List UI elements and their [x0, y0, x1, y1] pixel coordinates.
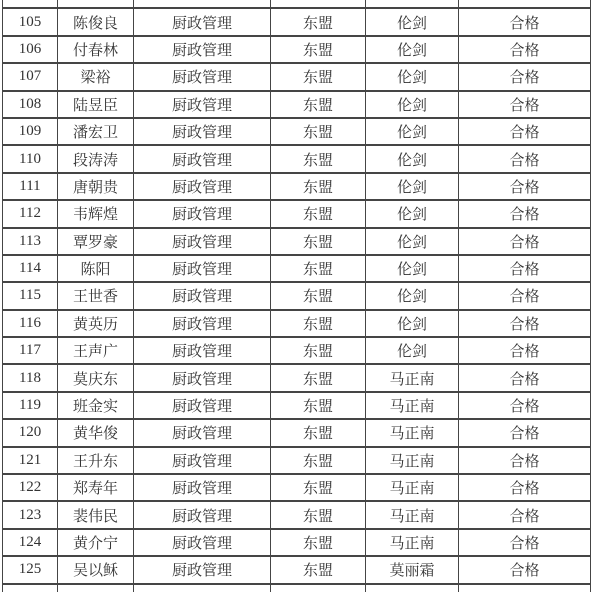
cell-number: 123	[3, 501, 58, 528]
empty-cell	[366, 0, 459, 8]
cell-group: 东盟	[271, 447, 366, 474]
cell-assessor: 马正南	[366, 447, 459, 474]
cell-result: 合格	[459, 118, 591, 145]
table-row	[3, 8, 591, 35]
cell-name: 陈阳	[58, 255, 134, 282]
cell-result: 合格	[459, 364, 591, 391]
cell-department: 厨政管理	[134, 529, 271, 556]
cell-result: 合格	[459, 63, 591, 90]
table-row	[3, 228, 591, 255]
cell-group: 东盟	[271, 91, 366, 118]
cell-number: 112	[3, 200, 58, 227]
cell-assessor: 伦剑	[366, 145, 459, 172]
cell-group: 东盟	[271, 310, 366, 337]
cell-department: 厨政管理	[134, 63, 271, 90]
cell-assessor: 马正南	[366, 419, 459, 446]
cell-name: 王声广	[58, 337, 134, 364]
cell-result: 合格	[459, 200, 591, 227]
cell-number: 113	[3, 228, 58, 255]
cell-result: 合格	[459, 255, 591, 282]
cell-number: 119	[3, 392, 58, 419]
cell-department: 厨政管理	[134, 447, 271, 474]
table-row	[3, 529, 591, 556]
table-row	[3, 36, 591, 63]
cell-group: 东盟	[271, 501, 366, 528]
empty-cell	[3, 0, 58, 8]
empty-cell	[58, 0, 134, 8]
cell-number: 108	[3, 91, 58, 118]
cell-result: 合格	[459, 36, 591, 63]
table-row	[3, 310, 591, 337]
cell-department: 厨政管理	[134, 392, 271, 419]
cell-assessor: 伦剑	[366, 255, 459, 282]
cell-group: 东盟	[271, 474, 366, 501]
cell-group: 东盟	[271, 419, 366, 446]
cell-assessor: 伦剑	[366, 228, 459, 255]
cell-assessor: 马正南	[366, 501, 459, 528]
cell-department: 厨政管理	[134, 145, 271, 172]
cell-result: 合格	[459, 310, 591, 337]
table-row	[3, 419, 591, 446]
cell-result: 合格	[459, 91, 591, 118]
results-table	[2, 0, 591, 592]
cell-number: 116	[3, 310, 58, 337]
cell-result: 合格	[459, 419, 591, 446]
cell-result: 合格	[459, 282, 591, 309]
cell-result: 合格	[459, 337, 591, 364]
cell-department: 厨政管理	[134, 419, 271, 446]
cell-result: 合格	[459, 556, 591, 583]
cell-department: 厨政管理	[134, 228, 271, 255]
cell-name: 班金实	[58, 392, 134, 419]
cell-result: 合格	[459, 145, 591, 172]
empty-cell	[3, 584, 58, 592]
cell-assessor: 莫丽霜	[366, 556, 459, 583]
cell-department: 厨政管理	[134, 8, 271, 35]
cell-name: 付春林	[58, 36, 134, 63]
cell-assessor: 伦剑	[366, 118, 459, 145]
cell-assessor: 伦剑	[366, 8, 459, 35]
cell-number: 111	[3, 173, 58, 200]
table-row	[3, 255, 591, 282]
cell-number: 117	[3, 337, 58, 364]
table-row	[3, 200, 591, 227]
cell-assessor: 伦剑	[366, 63, 459, 90]
cell-department: 厨政管理	[134, 36, 271, 63]
table-row	[3, 118, 591, 145]
cell-department: 厨政管理	[134, 118, 271, 145]
table-row	[3, 337, 591, 364]
cell-assessor: 马正南	[366, 364, 459, 391]
cell-name: 莫庆东	[58, 364, 134, 391]
cell-result: 合格	[459, 8, 591, 35]
empty-cell	[271, 584, 366, 592]
cell-result: 合格	[459, 392, 591, 419]
cell-group: 东盟	[271, 364, 366, 391]
cell-number: 109	[3, 118, 58, 145]
cell-group: 东盟	[271, 337, 366, 364]
empty-cell	[271, 0, 366, 8]
cell-assessor: 伦剑	[366, 36, 459, 63]
partial-row-top	[3, 0, 591, 8]
cell-name: 王升东	[58, 447, 134, 474]
cell-department: 厨政管理	[134, 337, 271, 364]
cell-department: 厨政管理	[134, 200, 271, 227]
cell-number: 125	[3, 556, 58, 583]
cell-group: 东盟	[271, 36, 366, 63]
cell-name: 潘宏卫	[58, 118, 134, 145]
cell-name: 郑寿年	[58, 474, 134, 501]
table-row	[3, 63, 591, 90]
table-row	[3, 282, 591, 309]
cell-name: 黄英历	[58, 310, 134, 337]
cell-result: 合格	[459, 447, 591, 474]
cell-group: 东盟	[271, 200, 366, 227]
cell-department: 厨政管理	[134, 91, 271, 118]
empty-cell	[58, 584, 134, 592]
cell-assessor: 马正南	[366, 474, 459, 501]
cell-number: 115	[3, 282, 58, 309]
cell-group: 东盟	[271, 556, 366, 583]
cell-number: 106	[3, 36, 58, 63]
cell-name: 韦辉煌	[58, 200, 134, 227]
cell-number: 105	[3, 8, 58, 35]
cell-department: 厨政管理	[134, 501, 271, 528]
cell-department: 厨政管理	[134, 173, 271, 200]
cell-assessor: 马正南	[366, 529, 459, 556]
cell-group: 东盟	[271, 145, 366, 172]
cell-group: 东盟	[271, 8, 366, 35]
cell-assessor: 伦剑	[366, 91, 459, 118]
table-row	[3, 447, 591, 474]
cell-group: 东盟	[271, 255, 366, 282]
cell-department: 厨政管理	[134, 364, 271, 391]
cell-department: 厨政管理	[134, 310, 271, 337]
empty-cell	[134, 0, 271, 8]
empty-cell	[459, 0, 591, 8]
cell-number: 121	[3, 447, 58, 474]
cell-name: 王世香	[58, 282, 134, 309]
cell-group: 东盟	[271, 529, 366, 556]
cell-group: 东盟	[271, 282, 366, 309]
cell-assessor: 伦剑	[366, 310, 459, 337]
table-row	[3, 364, 591, 391]
cell-name: 梁裕	[58, 63, 134, 90]
table-row	[3, 392, 591, 419]
cell-group: 东盟	[271, 392, 366, 419]
cell-assessor: 伦剑	[366, 173, 459, 200]
cell-name: 陈俊良	[58, 8, 134, 35]
cell-department: 厨政管理	[134, 474, 271, 501]
cell-number: 110	[3, 145, 58, 172]
cell-name: 裴伟民	[58, 501, 134, 528]
cell-group: 东盟	[271, 173, 366, 200]
cell-name: 段涛涛	[58, 145, 134, 172]
cell-number: 118	[3, 364, 58, 391]
results-table-body	[3, 0, 591, 592]
cell-assessor: 马正南	[366, 392, 459, 419]
cell-result: 合格	[459, 228, 591, 255]
cell-number: 114	[3, 255, 58, 282]
cell-group: 东盟	[271, 118, 366, 145]
table-row	[3, 501, 591, 528]
partial-row-bottom	[3, 584, 591, 592]
cell-department: 厨政管理	[134, 282, 271, 309]
empty-cell	[366, 584, 459, 592]
cell-number: 120	[3, 419, 58, 446]
cell-name: 黄介宁	[58, 529, 134, 556]
cell-result: 合格	[459, 173, 591, 200]
table-row	[3, 556, 591, 583]
cell-department: 厨政管理	[134, 556, 271, 583]
cell-assessor: 伦剑	[366, 337, 459, 364]
cell-department: 厨政管理	[134, 255, 271, 282]
empty-cell	[134, 584, 271, 592]
table-row	[3, 145, 591, 172]
table-row	[3, 474, 591, 501]
cell-name: 覃罗豪	[58, 228, 134, 255]
cell-assessor: 伦剑	[366, 282, 459, 309]
cell-name: 吴以稣	[58, 556, 134, 583]
cell-group: 东盟	[271, 63, 366, 90]
cell-name: 陆昱臣	[58, 91, 134, 118]
empty-cell	[459, 584, 591, 592]
cell-name: 黄华俊	[58, 419, 134, 446]
table-row	[3, 91, 591, 118]
cell-result: 合格	[459, 529, 591, 556]
cell-number: 124	[3, 529, 58, 556]
cell-name: 唐朝贵	[58, 173, 134, 200]
cell-number: 122	[3, 474, 58, 501]
cell-result: 合格	[459, 501, 591, 528]
cell-number: 107	[3, 63, 58, 90]
cell-group: 东盟	[271, 228, 366, 255]
table-row	[3, 173, 591, 200]
cell-assessor: 伦剑	[366, 200, 459, 227]
cell-result: 合格	[459, 474, 591, 501]
